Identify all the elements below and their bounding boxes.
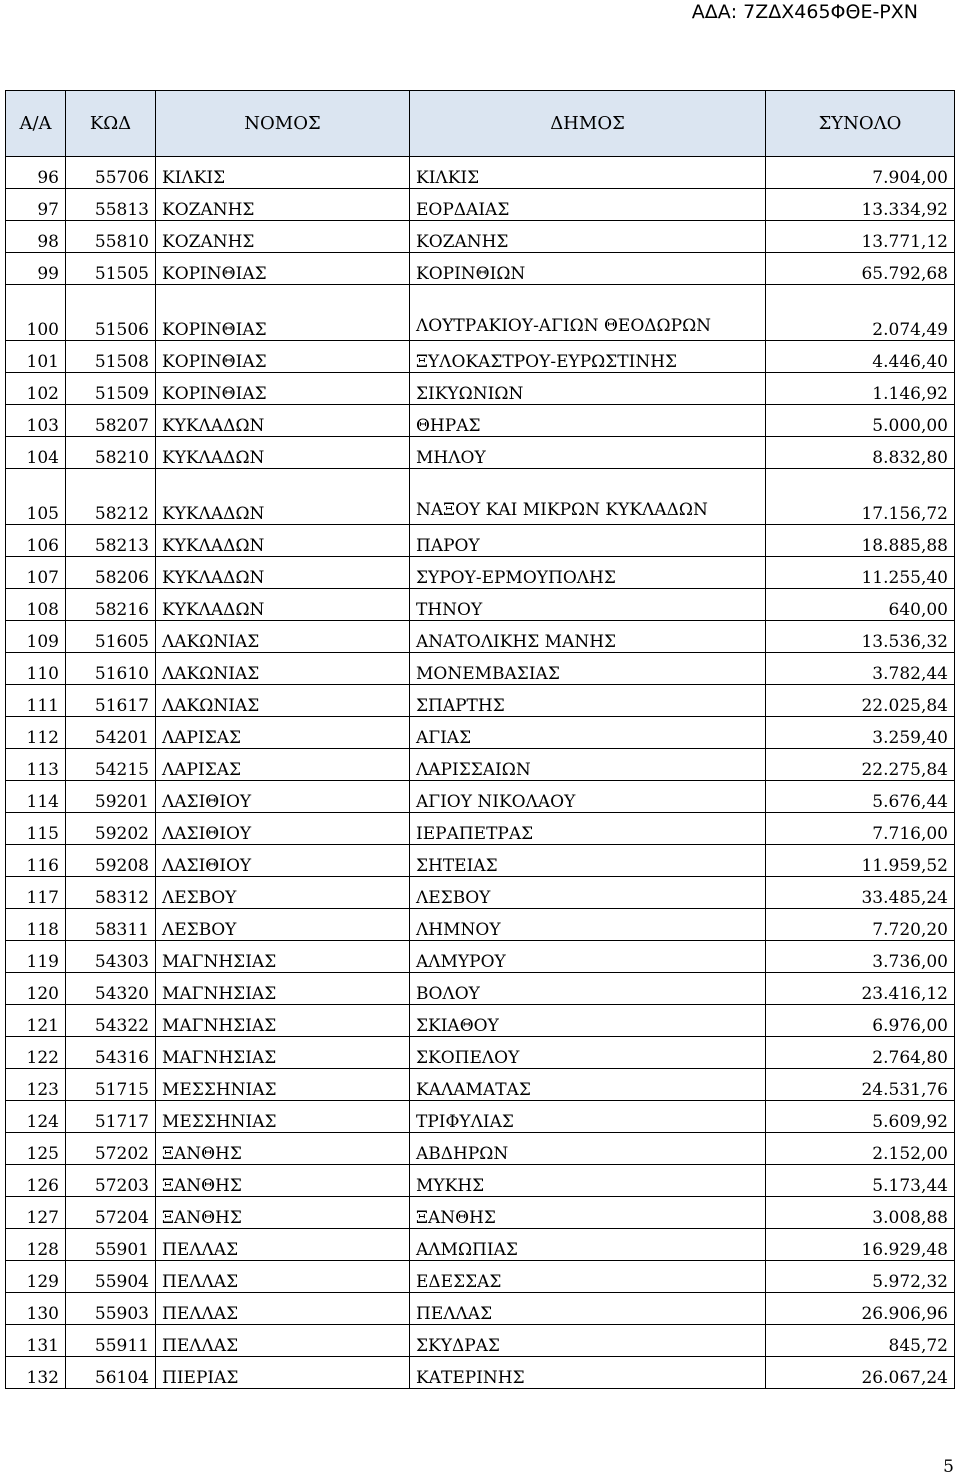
row-municipality: ΞΥΛΟΚΑΣΤΡΟΥ-ΕΥΡΩΣΤΙΝΗΣ	[410, 341, 766, 373]
row-prefecture: ΛΑΣΙΘΙΟΥ	[156, 845, 410, 877]
row-code: 51715	[66, 1069, 156, 1101]
row-code: 57202	[66, 1133, 156, 1165]
row-aa: 116	[6, 845, 66, 877]
row-prefecture: ΚΟΡΙΝΘΙΑΣ	[156, 341, 410, 373]
table-row	[6, 1325, 955, 1357]
table-body	[6, 157, 955, 1389]
row-prefecture: ΛΑΚΩΝΙΑΣ	[156, 653, 410, 685]
row-code: 51509	[66, 373, 156, 405]
row-municipality: ΑΓΙΟΥ ΝΙΚΟΛΑΟΥ	[410, 781, 766, 813]
row-code: 55901	[66, 1229, 156, 1261]
row-prefecture: ΚΥΚΛΑΔΩΝ	[156, 557, 410, 589]
table-header-row	[6, 91, 955, 157]
table-row	[6, 1037, 955, 1069]
row-total: 7.720,20	[766, 909, 955, 941]
row-code: 55904	[66, 1261, 156, 1293]
row-municipality: ΛΕΣΒΟΥ	[410, 877, 766, 909]
row-total: 5.000,00	[766, 405, 955, 437]
page-number: 5	[943, 1457, 954, 1477]
row-prefecture: ΚΟΖΑΝΗΣ	[156, 221, 410, 253]
row-code: 59201	[66, 781, 156, 813]
row-code: 54320	[66, 973, 156, 1005]
row-code: 54215	[66, 749, 156, 781]
table-row	[6, 1101, 955, 1133]
row-prefecture: ΜΕΣΣΗΝΙΑΣ	[156, 1101, 410, 1133]
table-row	[6, 845, 955, 877]
row-municipality: ΚΑΛΑΜΑΤΑΣ	[410, 1069, 766, 1101]
table-row	[6, 749, 955, 781]
row-total: 65.792,68	[766, 253, 955, 285]
table-row	[6, 221, 955, 253]
row-code: 51617	[66, 685, 156, 717]
row-municipality: ΝΑΞΟΥ ΚΑΙ ΜΙΚΡΩΝ ΚΥΚΛΑΔΩΝ	[410, 469, 766, 525]
row-total: 11.255,40	[766, 557, 955, 589]
table-row	[6, 1069, 955, 1101]
row-aa: 107	[6, 557, 66, 589]
row-total: 7.716,00	[766, 813, 955, 845]
row-prefecture: ΛΑΡΙΣΑΣ	[156, 749, 410, 781]
row-prefecture: ΛΕΣΒΟΥ	[156, 877, 410, 909]
row-aa: 103	[6, 405, 66, 437]
row-aa: 120	[6, 973, 66, 1005]
row-total: 17.156,72	[766, 469, 955, 525]
row-code: 54322	[66, 1005, 156, 1037]
table-row	[6, 1165, 955, 1197]
table-row	[6, 909, 955, 941]
row-total: 13.536,32	[766, 621, 955, 653]
table-row	[6, 157, 955, 189]
row-prefecture: ΜΕΣΣΗΝΙΑΣ	[156, 1069, 410, 1101]
table-row	[6, 405, 955, 437]
row-municipality: ΑΛΜΥΡΟΥ	[410, 941, 766, 973]
row-code: 56104	[66, 1357, 156, 1389]
row-municipality: ΤΡΙΦΥΛΙΑΣ	[410, 1101, 766, 1133]
row-aa: 105	[6, 469, 66, 525]
row-municipality: ΤΗΝΟΥ	[410, 589, 766, 621]
row-aa: 131	[6, 1325, 66, 1357]
row-code: 51610	[66, 653, 156, 685]
table-row	[6, 1133, 955, 1165]
row-prefecture: ΜΑΓΝΗΣΙΑΣ	[156, 941, 410, 973]
row-prefecture: ΚΙΛΚΙΣ	[156, 157, 410, 189]
row-aa: 97	[6, 189, 66, 221]
row-municipality: ΠΑΡΟΥ	[410, 525, 766, 557]
row-code: 58216	[66, 589, 156, 621]
row-aa: 130	[6, 1293, 66, 1325]
row-total: 7.904,00	[766, 157, 955, 189]
table-row	[6, 525, 955, 557]
row-total: 22.025,84	[766, 685, 955, 717]
table-row	[6, 253, 955, 285]
row-aa: 112	[6, 717, 66, 749]
row-prefecture: ΚΟΖΑΝΗΣ	[156, 189, 410, 221]
row-total: 5.676,44	[766, 781, 955, 813]
table-row	[6, 781, 955, 813]
row-municipality: ΘΗΡΑΣ	[410, 405, 766, 437]
row-total: 5.609,92	[766, 1101, 955, 1133]
row-aa: 126	[6, 1165, 66, 1197]
row-total: 3.259,40	[766, 717, 955, 749]
row-prefecture: ΠΕΛΛΑΣ	[156, 1261, 410, 1293]
table-row	[6, 877, 955, 909]
row-prefecture: ΜΑΓΝΗΣΙΑΣ	[156, 1005, 410, 1037]
row-prefecture: ΚΟΡΙΝΘΙΑΣ	[156, 253, 410, 285]
row-aa: 132	[6, 1357, 66, 1389]
column-header-prefecture: ΝΟΜΟΣ	[156, 91, 410, 157]
row-municipality: ΛΑΡΙΣΣΑΙΩΝ	[410, 749, 766, 781]
row-prefecture: ΠΕΛΛΑΣ	[156, 1229, 410, 1261]
row-municipality: ΣΚΙΑΘΟΥ	[410, 1005, 766, 1037]
row-total: 8.832,80	[766, 437, 955, 469]
row-municipality: ΑΝΑΤΟΛΙΚΗΣ ΜΑΝΗΣ	[410, 621, 766, 653]
table-row	[6, 437, 955, 469]
row-code: 58311	[66, 909, 156, 941]
row-prefecture: ΚΟΡΙΝΘΙΑΣ	[156, 285, 410, 341]
row-municipality: ΙΕΡΑΠΕΤΡΑΣ	[410, 813, 766, 845]
row-prefecture: ΠΙΕΡΙΑΣ	[156, 1357, 410, 1389]
row-municipality: ΞΑΝΘΗΣ	[410, 1197, 766, 1229]
table-row	[6, 653, 955, 685]
row-total: 5.173,44	[766, 1165, 955, 1197]
ada-identifier: ΑΔΑ: 7ΖΔΧ465ΦΘΕ-ΡΧΝ	[691, 1, 918, 23]
row-total: 2.764,80	[766, 1037, 955, 1069]
row-total: 13.771,12	[766, 221, 955, 253]
row-prefecture: ΜΑΓΝΗΣΙΑΣ	[156, 973, 410, 1005]
row-code: 58207	[66, 405, 156, 437]
table-row	[6, 557, 955, 589]
row-municipality: ΕΟΡΔΑΙΑΣ	[410, 189, 766, 221]
row-aa: 98	[6, 221, 66, 253]
row-code: 58212	[66, 469, 156, 525]
row-code: 58213	[66, 525, 156, 557]
table-row	[6, 973, 955, 1005]
row-aa: 104	[6, 437, 66, 469]
row-aa: 100	[6, 285, 66, 341]
row-aa: 99	[6, 253, 66, 285]
row-code: 54201	[66, 717, 156, 749]
table-row	[6, 373, 955, 405]
row-code: 55813	[66, 189, 156, 221]
row-total: 3.008,88	[766, 1197, 955, 1229]
column-header-code: ΚΩΔ	[66, 91, 156, 157]
table-row	[6, 1005, 955, 1037]
row-prefecture: ΛΑΚΩΝΙΑΣ	[156, 685, 410, 717]
table-row	[6, 189, 955, 221]
row-aa: 123	[6, 1069, 66, 1101]
row-code: 57203	[66, 1165, 156, 1197]
row-municipality: ΑΒΔΗΡΩΝ	[410, 1133, 766, 1165]
table-row	[6, 589, 955, 621]
row-total: 3.782,44	[766, 653, 955, 685]
row-aa: 117	[6, 877, 66, 909]
table-row	[6, 1357, 955, 1389]
row-code: 51505	[66, 253, 156, 285]
row-total: 26.067,24	[766, 1357, 955, 1389]
table-row	[6, 1261, 955, 1293]
row-prefecture: ΞΑΝΘΗΣ	[156, 1133, 410, 1165]
table-row	[6, 685, 955, 717]
row-aa: 109	[6, 621, 66, 653]
row-municipality: ΣΗΤΕΙΑΣ	[410, 845, 766, 877]
row-code: 55911	[66, 1325, 156, 1357]
table-row	[6, 621, 955, 653]
row-code: 54316	[66, 1037, 156, 1069]
row-municipality: ΣΚΟΠΕΛΟΥ	[410, 1037, 766, 1069]
row-total: 640,00	[766, 589, 955, 621]
row-municipality: ΛΟΥΤΡΑΚΙΟΥ-ΑΓΙΩΝ ΘΕΟΔΩΡΩΝ	[410, 285, 766, 341]
row-aa: 115	[6, 813, 66, 845]
row-total: 2.152,00	[766, 1133, 955, 1165]
table-row	[6, 813, 955, 845]
table-row	[6, 941, 955, 973]
row-code: 55706	[66, 157, 156, 189]
row-aa: 102	[6, 373, 66, 405]
row-prefecture: ΚΥΚΛΑΔΩΝ	[156, 437, 410, 469]
row-prefecture: ΛΑΣΙΘΙΟΥ	[156, 781, 410, 813]
table-row	[6, 1293, 955, 1325]
row-aa: 127	[6, 1197, 66, 1229]
row-aa: 119	[6, 941, 66, 973]
row-aa: 96	[6, 157, 66, 189]
row-code: 54303	[66, 941, 156, 973]
row-prefecture: ΚΥΚΛΑΔΩΝ	[156, 525, 410, 557]
row-total: 33.485,24	[766, 877, 955, 909]
row-total: 1.146,92	[766, 373, 955, 405]
row-municipality: ΚΙΛΚΙΣ	[410, 157, 766, 189]
row-aa: 114	[6, 781, 66, 813]
row-aa: 110	[6, 653, 66, 685]
row-municipality: ΣΥΡΟΥ-ΕΡΜΟΥΠΟΛΗΣ	[410, 557, 766, 589]
row-total: 2.074,49	[766, 285, 955, 341]
row-total: 5.972,32	[766, 1261, 955, 1293]
row-code: 51508	[66, 341, 156, 373]
row-code: 51605	[66, 621, 156, 653]
row-aa: 125	[6, 1133, 66, 1165]
row-aa: 122	[6, 1037, 66, 1069]
row-municipality: ΑΓΙΑΣ	[410, 717, 766, 749]
row-aa: 121	[6, 1005, 66, 1037]
row-municipality: ΣΙΚΥΩΝΙΩΝ	[410, 373, 766, 405]
row-code: 58210	[66, 437, 156, 469]
row-aa: 113	[6, 749, 66, 781]
row-prefecture: ΠΕΛΛΑΣ	[156, 1293, 410, 1325]
column-header-total: ΣΥΝΟΛΟ	[766, 91, 955, 157]
row-municipality: ΛΗΜΝΟΥ	[410, 909, 766, 941]
row-prefecture: ΚΟΡΙΝΘΙΑΣ	[156, 373, 410, 405]
row-total: 24.531,76	[766, 1069, 955, 1101]
row-aa: 108	[6, 589, 66, 621]
column-header-municipality: ΔΗΜΟΣ	[410, 91, 766, 157]
row-total: 4.446,40	[766, 341, 955, 373]
row-code: 55810	[66, 221, 156, 253]
table-row	[6, 469, 955, 525]
row-total: 11.959,52	[766, 845, 955, 877]
row-municipality: ΒΟΛΟΥ	[410, 973, 766, 1005]
row-code: 55903	[66, 1293, 156, 1325]
row-aa: 111	[6, 685, 66, 717]
table-row	[6, 1229, 955, 1261]
row-municipality: ΜΟΝΕΜΒΑΣΙΑΣ	[410, 653, 766, 685]
row-total: 26.906,96	[766, 1293, 955, 1325]
row-municipality: ΚΟΖΑΝΗΣ	[410, 221, 766, 253]
row-total: 845,72	[766, 1325, 955, 1357]
row-code: 58312	[66, 877, 156, 909]
row-code: 59208	[66, 845, 156, 877]
row-prefecture: ΚΥΚΛΑΔΩΝ	[156, 469, 410, 525]
row-prefecture: ΠΕΛΛΑΣ	[156, 1325, 410, 1357]
row-total: 18.885,88	[766, 525, 955, 557]
column-header-aa: Α/Α	[6, 91, 66, 157]
row-aa: 106	[6, 525, 66, 557]
row-prefecture: ΛΑΡΙΣΑΣ	[156, 717, 410, 749]
row-prefecture: ΚΥΚΛΑΔΩΝ	[156, 589, 410, 621]
row-total: 23.416,12	[766, 973, 955, 1005]
table-row	[6, 717, 955, 749]
row-prefecture: ΞΑΝΘΗΣ	[156, 1197, 410, 1229]
row-municipality: ΕΔΕΣΣΑΣ	[410, 1261, 766, 1293]
row-municipality: ΣΠΑΡΤΗΣ	[410, 685, 766, 717]
row-municipality: ΚΑΤΕΡΙΝΗΣ	[410, 1357, 766, 1389]
row-aa: 118	[6, 909, 66, 941]
row-aa: 124	[6, 1101, 66, 1133]
row-code: 51717	[66, 1101, 156, 1133]
row-municipality: ΣΚΥΔΡΑΣ	[410, 1325, 766, 1357]
table-row	[6, 285, 955, 341]
row-municipality: ΜΗΛΟΥ	[410, 437, 766, 469]
row-municipality: ΜΥΚΗΣ	[410, 1165, 766, 1197]
allocation-table	[5, 90, 955, 1389]
row-aa: 128	[6, 1229, 66, 1261]
row-code: 59202	[66, 813, 156, 845]
row-aa: 129	[6, 1261, 66, 1293]
row-total: 13.334,92	[766, 189, 955, 221]
row-prefecture: ΜΑΓΝΗΣΙΑΣ	[156, 1037, 410, 1069]
row-prefecture: ΞΑΝΘΗΣ	[156, 1165, 410, 1197]
row-prefecture: ΛΕΣΒΟΥ	[156, 909, 410, 941]
row-prefecture: ΚΥΚΛΑΔΩΝ	[156, 405, 410, 437]
row-prefecture: ΛΑΣΙΘΙΟΥ	[156, 813, 410, 845]
row-total: 22.275,84	[766, 749, 955, 781]
row-prefecture: ΛΑΚΩΝΙΑΣ	[156, 621, 410, 653]
row-code: 57204	[66, 1197, 156, 1229]
row-total: 16.929,48	[766, 1229, 955, 1261]
row-total: 6.976,00	[766, 1005, 955, 1037]
row-municipality: ΑΛΜΩΠΙΑΣ	[410, 1229, 766, 1261]
table-row	[6, 341, 955, 373]
row-code: 51506	[66, 285, 156, 341]
row-municipality: ΚΟΡΙΝΘΙΩΝ	[410, 253, 766, 285]
table-row	[6, 1197, 955, 1229]
row-code: 58206	[66, 557, 156, 589]
row-municipality: ΠΕΛΛΑΣ	[410, 1293, 766, 1325]
row-total: 3.736,00	[766, 941, 955, 973]
row-aa: 101	[6, 341, 66, 373]
